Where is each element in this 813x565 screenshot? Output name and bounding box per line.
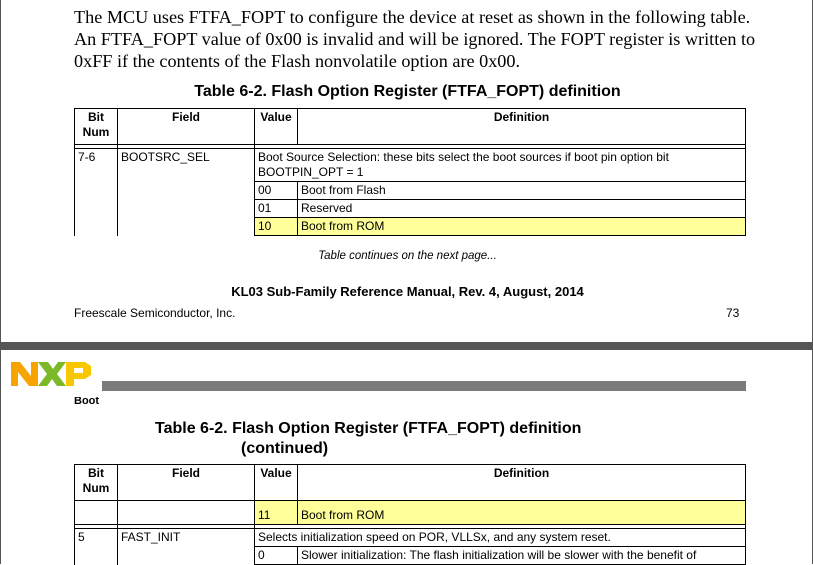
definition-cell: Reserved [298,200,746,218]
header-value: Value [255,109,298,145]
definition-cell: Boot from Flash [298,182,746,200]
bit-cell: 7-6 [75,149,118,236]
intro-paragraph: The MCU uses FTFA_FOPT to configure the device at reset as shown in the following table. An FTFA_FOPT value of 0x00 is invalid and will be ignored. The FOPT register is written to 0xFF if the contents of the Flash nonvolatile option are 0x00. [74,7,756,71]
definition-cell: Slower initialization: The flash initialization will be slower with the benefit of [298,547,746,565]
header-bit-num: Bit Num [75,109,118,145]
table-caption: Table 6-2. Flash Option Register (FTFA_FOPT) definition [194,83,621,100]
header-field: Field [118,465,255,501]
header-value: Value [255,465,298,501]
header-definition: Definition [298,109,746,145]
footer-page-number: 73 [726,306,740,320]
value-cell: 01 [255,200,298,218]
value-cell: 00 [255,182,298,200]
table-caption-continued [155,419,581,459]
bit-cell: 5 [75,529,118,565]
definition-cell-highlighted: Boot from ROM [298,501,746,525]
value-cell: 0 [255,547,298,565]
table-row [75,149,746,182]
footer-publisher: Freescale Semiconductor, Inc. [74,306,236,320]
definition-cell: Selects initialization speed on POR, VLLSx, and any system reset. [255,529,746,547]
table-row [75,529,746,547]
page-74 [0,350,813,564]
table2-title: Table 6-2. Flash Option Register (FTFA_FOPT) definition [155,420,582,437]
fopt-table-continued [74,464,746,565]
header-bar [102,381,746,391]
field-cell: FAST_INIT [118,529,255,565]
definition-cell-highlighted: Boot from ROM [298,218,746,236]
value-cell-highlighted: 11 [255,501,298,525]
definition-cell: Boot Source Selection: these bits select the boot sources if boot pin option bit BOOTPIN_OPT = 1 [255,149,746,182]
fopt-table [74,108,746,236]
nxp-logo-icon [11,360,95,388]
header-bit-num: Bit Num [75,465,118,501]
value-cell-highlighted: 10 [255,218,298,236]
page-separator [0,342,813,350]
header-definition: Definition [298,465,746,501]
field-cell: BOOTSRC_SEL [118,149,255,236]
footer-manual-title: KL03 Sub-Family Reference Manual, Rev. 4, August, 2014 [231,284,584,299]
header-field: Field [118,109,255,145]
table2-continued-label: (continued) [241,440,329,457]
table-row [75,501,746,525]
section-header: Boot [74,397,100,407]
table-continues-note: Table continues on the next page... [318,250,497,262]
